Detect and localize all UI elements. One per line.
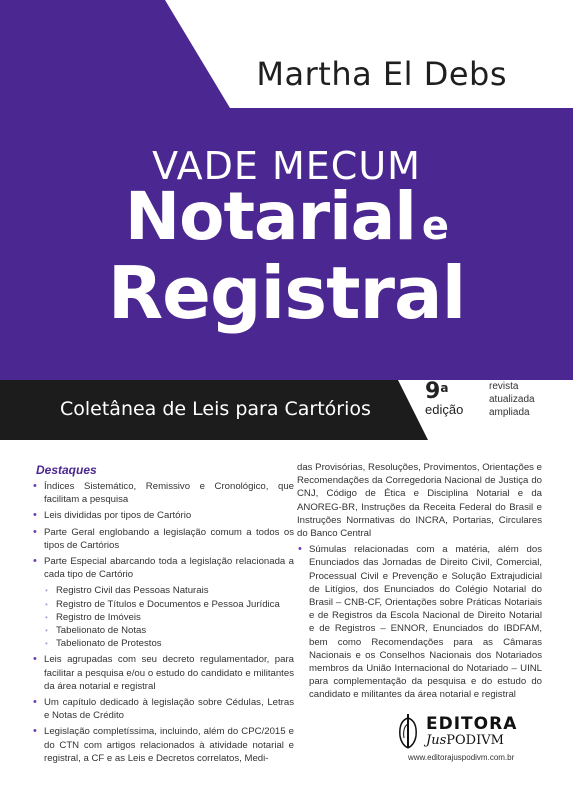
edition-number: 9$^a$ — [425, 379, 449, 404]
list-item: • Parte Especial abarcando toda a legislação relacionada a cada tipo de Cartório — [32, 555, 294, 581]
edition-notes — [489, 380, 535, 419]
sub-list-item: • Registro de Títulos e Documentos e Pessoa Jurídica — [32, 598, 294, 611]
highlights-left-column — [32, 480, 294, 768]
sub-list-item: • Registro de Imóveis — [32, 611, 294, 624]
title-notarial — [0, 178, 573, 261]
publisher-book-icon — [396, 712, 422, 752]
cartorio-types-list — [32, 584, 294, 650]
publisher-subname: JusPODIVM — [426, 733, 504, 748]
subtitle: Coletânea de Leis para Cartórios — [60, 398, 371, 420]
title-registral: Registral — [107, 251, 466, 335]
publisher-url: www.editorajuspodivm.com.br — [408, 753, 515, 762]
list-item: • Índices Sistemático, Remissivo e Cronológico, que facilitam a pesquisa — [32, 480, 294, 506]
title-conjunction: e — [421, 203, 449, 249]
sub-list-item: • Tabelionato de Protestos — [32, 637, 294, 650]
list-item: • Súmulas relacionadas com a matéria, além dos Enunciados das Jornadas de Direito Civil, Comercial, Processual Civil e Prevenção e Solução Extrajudicial de Litígios, dos Enunciados do Colégio Notarial do Brasil – CNB-CF, Orientações sobre Práticas Notariais e de Registros da Escola Nacional de Direito Notarial e de Registros – ENNOR, Enunciados do IBDFAM, bem como Recomendações para as Câmaras Nacionais e os Conselhos Nacionais dos Notariados membros da União Internacional do Notariado – UINL para complementação da pesquisa e do estudo do candidato e militantes da área notarial e registral — [297, 543, 542, 701]
list-item: • Legislação completíssima, incluindo, além do CPC/2015 e do CTN com artigos relacionados à atividade notarial e registral, a CF e as Leis e Decretos correlatos, Medi- — [32, 725, 294, 765]
publisher-name: EDITORA — [426, 714, 518, 734]
edition-note: atualizada — [489, 394, 535, 405]
highlights-title: Destaques — [36, 463, 97, 477]
list-item: • Parte Geral englobando a legislação comum a todos os tipos de Cartórios — [32, 526, 294, 552]
list-item: • Leis agrupadas com seu decreto regulamentador, para facilitar a pesquisa e/ou o estudo do candidato e militantes da área notarial e registral — [32, 653, 294, 693]
title-vade-mecum: VADE MECUM — [152, 144, 421, 188]
edition-label: edição — [425, 402, 464, 417]
edition-note: revista — [489, 381, 519, 392]
edition-note: ampliada — [489, 407, 530, 418]
sub-list-item: • Tabelionato de Notas — [32, 624, 294, 637]
list-item-continuation: das Provisórias, Resoluções, Provimentos, Orientações e Recomendações da Corregedoria Nacional de Justiça do CNJ, Código de Ética e Disciplina Notarial e da ANOREG-BR, Instruções da Receita Federal do Brasil e Instruções Normativas do INCRA, Portarias, Circulares do Banco Central — [297, 462, 542, 540]
edition-badge — [425, 379, 463, 417]
title-notarial-word: Notarial — [124, 178, 416, 255]
author-name: Martha El Debs — [256, 55, 507, 93]
list-item: • Leis divididas por tipos de Cartório — [32, 509, 294, 522]
highlights-right-column — [297, 461, 542, 705]
list-item: • Um capítulo dedicado à legislação sobre Cédulas, Letras e Notas de Crédito — [32, 696, 294, 722]
sub-list-item: • Registro Civil das Pessoas Naturais — [32, 584, 294, 597]
